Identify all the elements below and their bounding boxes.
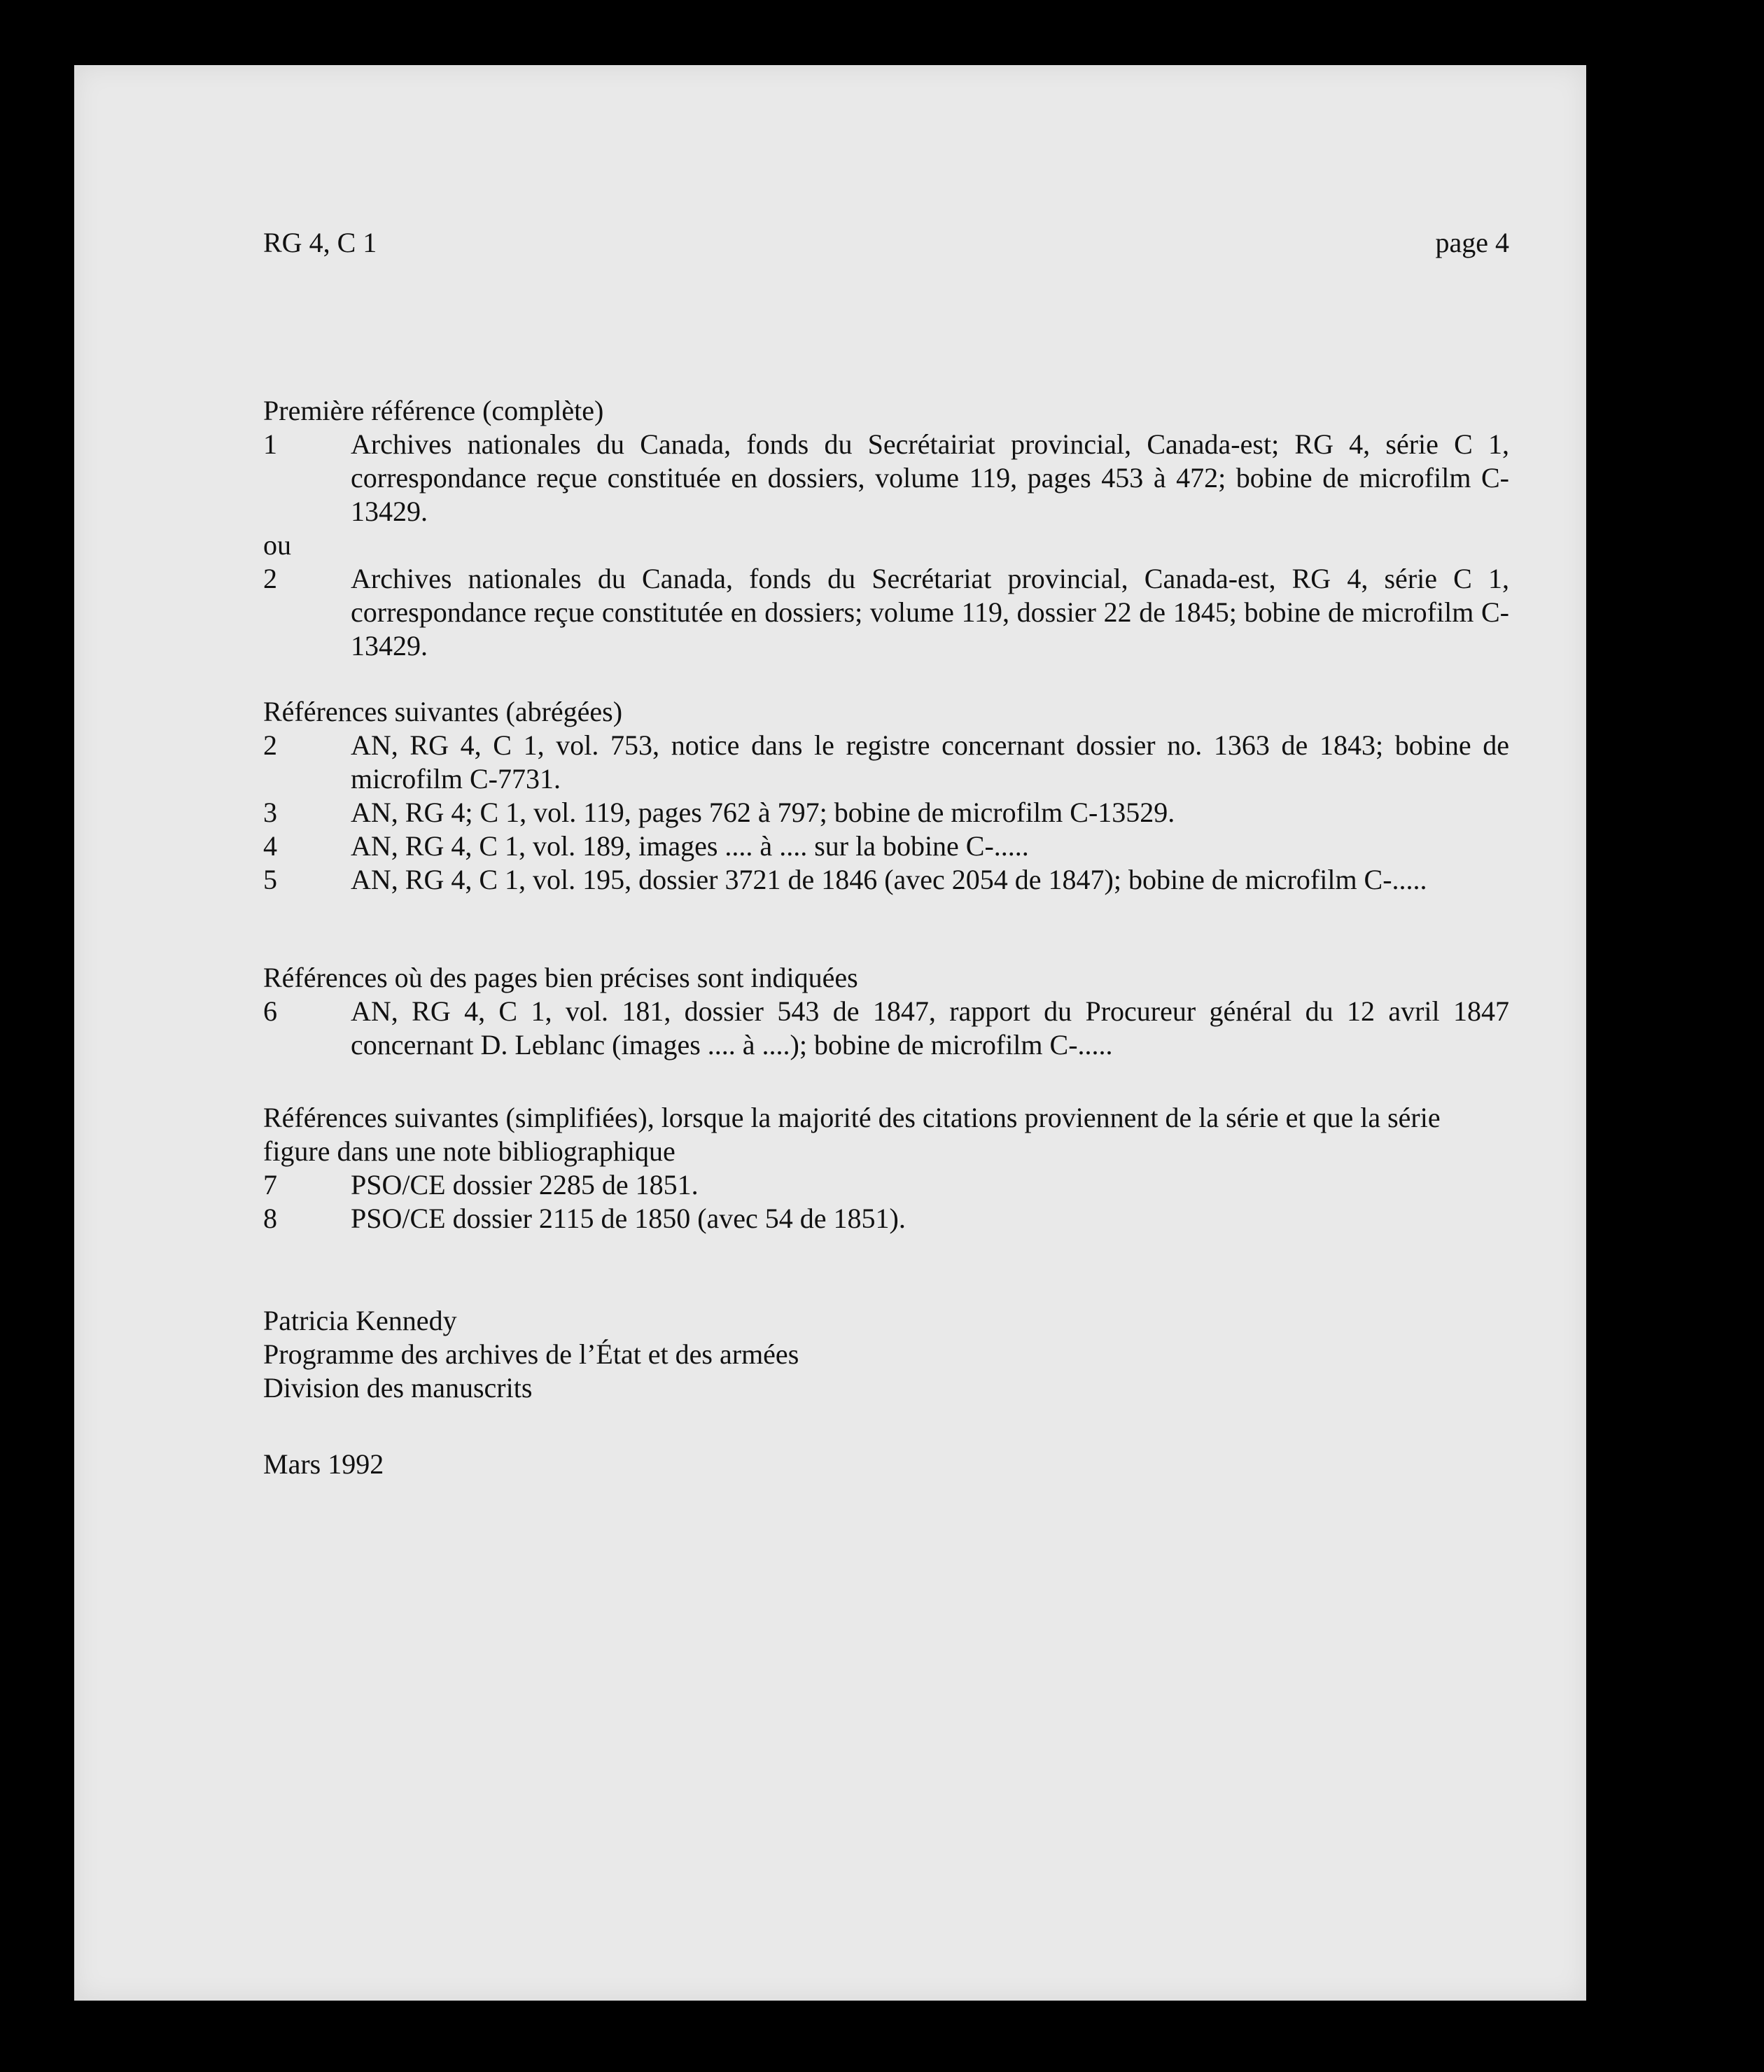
reference-entry (263, 863, 1509, 897)
reference-entry (263, 995, 1509, 1062)
reference-entry (263, 796, 1509, 830)
reference-entry (263, 830, 1509, 863)
entry-text: AN, RG 4, C 1, vol. 195, dossier 3721 de 1846 (avec 2054 de 1847); bobine de microfilm C-..... (351, 864, 1427, 895)
author-program: Programme des archives de l’État et des armées (263, 1338, 799, 1370)
entry-number: 2 (263, 563, 277, 594)
section-heading: Première référence (complète) (263, 395, 604, 426)
entry-number: 1 (263, 428, 277, 460)
section-following-references (263, 695, 1509, 897)
entry-number: 3 (263, 797, 277, 828)
section-precise-pages (263, 961, 1509, 1062)
entry-text: AN, RG 4; C 1, vol. 119, pages 762 à 797; bobine de microfilm C-13529. (351, 797, 1175, 828)
entry-text: Archives nationales du Canada, fonds du Secrétairiat provincial, Canada-est; RG 4, série C 1, correspondance reçue constituée en dossiers, volume 119, pages 453 à 472; bobine de microfilm C-13429. (351, 428, 1509, 527)
reference-entry (263, 1168, 1509, 1202)
entry-text: Archives nationales du Canada, fonds du Secrétariat provincial, Canada-est, RG 4, série C 1, correspondance reçue constitutée en dossiers; volume 119, dossier 22 de 1845; bobine de microfilm C-13429. (351, 563, 1509, 662)
date-text: Mars 1992 (263, 1448, 384, 1480)
author-division: Division des manuscrits (263, 1372, 533, 1404)
reference-entry (263, 729, 1509, 796)
section-heading: Références où des pages bien précises sont indiquées (263, 962, 858, 993)
section-simplified-references (263, 1101, 1509, 1236)
section-heading: Références suivantes (simplifiées), lorsque la majorité des citations proviennent de la série et que la série figure dans une note bibliographique (263, 1102, 1441, 1167)
document-page (74, 65, 1586, 2001)
reference-entry (263, 428, 1509, 528)
entry-text: AN, RG 4, C 1, vol. 181, dossier 543 de 1847, rapport du Procureur général du 12 avril 1847 concernant D. Leblanc (images .... à ....); bobine de microfilm C-..... (351, 995, 1509, 1060)
document-date (263, 1448, 1509, 1481)
entry-text: PSO/CE dossier 2115 de 1850 (avec 54 de 1851). (351, 1203, 906, 1234)
reference-code: RG 4, C 1 (263, 227, 377, 258)
entry-number: 7 (263, 1169, 277, 1200)
entry-text: AN, RG 4, C 1, vol. 753, notice dans le registre concernant dossier no. 1363 de 1843; bobine de microfilm C-7731. (351, 729, 1509, 794)
signature-block (263, 1304, 1509, 1405)
entry-number: 6 (263, 995, 277, 1027)
entry-number: 8 (263, 1203, 277, 1234)
entry-text: AN, RG 4, C 1, vol. 189, images .... à .... sur la bobine C-..... (351, 830, 1029, 862)
page-number: page 4 (1435, 227, 1509, 258)
section-first-reference (263, 394, 1509, 663)
or-separator: ou (263, 529, 291, 561)
entry-number: 5 (263, 864, 277, 895)
section-heading: Références suivantes (abrégées) (263, 696, 623, 727)
entry-number: 2 (263, 729, 277, 761)
author-name: Patricia Kennedy (263, 1305, 457, 1336)
page-header (263, 226, 1509, 260)
reference-entry (263, 562, 1509, 663)
entry-number: 4 (263, 830, 277, 862)
reference-entry (263, 1202, 1509, 1236)
entry-text: PSO/CE dossier 2285 de 1851. (351, 1169, 699, 1200)
